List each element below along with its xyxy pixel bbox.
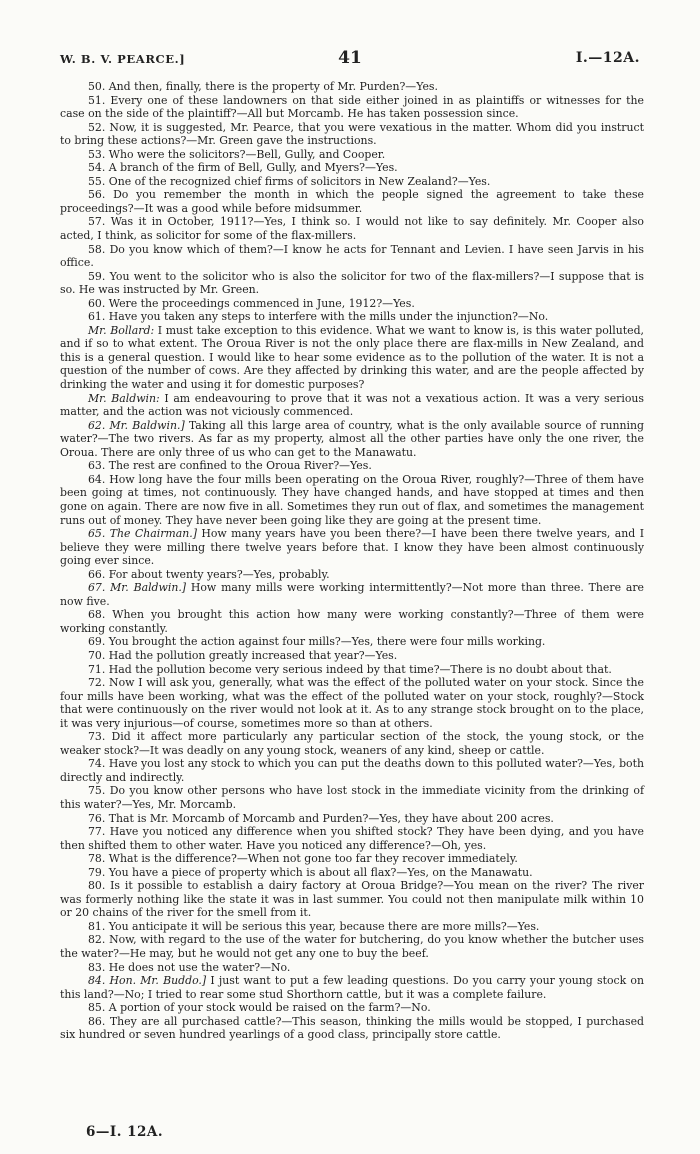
paragraph-text: I just want to put a few leading questions. Do you carry your young stock on this land?—No; I tried to rear some stud Shorthorn cattle, but it was a complete failure. bbox=[60, 974, 644, 1001]
paragraph-text: 74. Have you lost any stock to which you can put the deaths down to this polluted water?—Yes, both directly and indirectly. bbox=[60, 757, 644, 784]
paragraph-text: 78. What is the difference?—When not gone too far they recover immediately. bbox=[88, 852, 518, 866]
question-paragraph bbox=[60, 175, 644, 189]
question-paragraph bbox=[60, 1001, 644, 1015]
question-paragraph bbox=[60, 663, 644, 677]
question-paragraph bbox=[60, 635, 644, 649]
paragraph-text: 72. Now I will ask you, generally, what was the effect of the polluted water on your stock. Since the four mills have been working, what was the effect of the polluted water on your stock, roughly?—Stock that were continuously on the river would not look at it. As to any strange stock brought on to the place, it was very injurious—of course, sometimes more so than at others. bbox=[60, 676, 644, 730]
question-paragraph bbox=[60, 568, 644, 582]
question-paragraph bbox=[60, 866, 644, 880]
evidence-body bbox=[60, 80, 644, 1042]
question-paragraph bbox=[60, 852, 644, 866]
paragraph-text: 60. Were the proceedings commenced in June, 1912?—Yes. bbox=[88, 296, 415, 310]
question-paragraph bbox=[60, 121, 644, 148]
question-paragraph bbox=[60, 920, 644, 934]
question-paragraph bbox=[60, 297, 644, 311]
question-paragraph bbox=[60, 879, 644, 920]
paragraph-text: 57. Was it in October, 1911?—Yes, I think so. I would not like to say definitely. Mr. Cooper also acted, I think, as solicitor for some of the flax-millers. bbox=[60, 215, 644, 243]
paragraph-text: 63. The rest are confined to the Oroua River?—Yes. bbox=[88, 459, 372, 473]
printer-signature: 6—I. 12A. bbox=[86, 1124, 164, 1140]
speaker-lead: Mr. Bollard: bbox=[88, 323, 155, 337]
paragraph-text: 50. And then, finally, there is the property of Mr. Purden?—Yes. bbox=[88, 80, 438, 93]
question-paragraph bbox=[60, 730, 644, 757]
question-paragraph bbox=[60, 581, 644, 608]
speaker-lead: 65. The Chairman.] bbox=[88, 527, 197, 541]
paragraph-text: Taking all this large area of country, what is the only available source of running water?—The two rivers. As far as my property, almost all the other parties have only the one river, the Oroua. There are only three of us who can get to the Manawatu. bbox=[60, 418, 644, 459]
page-number: 41 bbox=[338, 48, 362, 68]
question-paragraph bbox=[60, 649, 644, 663]
paragraph-text: 76. That is Mr. Morcamb of Morcamb and Purden?—Yes, they have about 200 acres. bbox=[88, 811, 554, 825]
paragraph-text: I am endeavouring to prove that it was not a vexatious action. It was a very serious matter, and the action was not viciously commenced. bbox=[60, 391, 644, 419]
speaker-lead: 84. Hon. Mr. Buddo.] bbox=[88, 974, 207, 988]
question-paragraph bbox=[60, 419, 644, 460]
paragraph-text: 69. You brought the action against four mills?—Yes, there were four mills working. bbox=[88, 635, 546, 649]
question-paragraph bbox=[60, 608, 644, 635]
paragraph-text: 68. When you brought this action how many were working constantly?—Three of them were working constantly. bbox=[60, 608, 644, 635]
question-paragraph bbox=[60, 80, 644, 94]
question-paragraph bbox=[60, 784, 644, 811]
running-header bbox=[60, 48, 640, 72]
question-paragraph bbox=[60, 527, 644, 568]
question-paragraph bbox=[60, 270, 644, 297]
paragraph-text: 80. Is it possible to establish a dairy factory at Oroua Bridge?—You mean on the river? The river was formerly nothing like the state it was in last summer. You could not then manipulate milk within 10 or 20 chains of the river for the smell from it. bbox=[60, 879, 644, 920]
question-paragraph bbox=[60, 676, 644, 730]
paragraph-text: 82. Now, with regard to the use of the water for butchering, do you know whether the butcher uses the water?—He may, but he would not get any one to buy the beef. bbox=[60, 933, 644, 960]
paragraph-text: 52. Now, it is suggested, Mr. Pearce, that you were vexatious in the matter. Whom did you instruct to bring these actions?—Mr. Green gave the instructions. bbox=[60, 120, 644, 148]
question-paragraph bbox=[60, 392, 644, 419]
question-paragraph bbox=[60, 974, 644, 1001]
paragraph-text: How many years have you been there?—I have been there twelve years, and I believe they were milling there twelve years before that. I know they have been almost continuously going ever since. bbox=[60, 527, 644, 568]
question-paragraph bbox=[60, 94, 644, 121]
paragraph-text: 64. How long have the four mills been operating on the Oroua River, roughly?—Three of them have been going at times, not continuously. They have changed hands, and have stopped at times and then gone on again. There are now five in all. Sometimes they run out of flax, and sometimes the management runs out of money. They have never been going like they are going at the present time. bbox=[60, 472, 644, 527]
witness-header: W. B. V. PEARCE.] bbox=[60, 52, 186, 66]
question-paragraph bbox=[60, 757, 644, 784]
speaker-lead: 67. Mr. Baldwin.] bbox=[88, 581, 187, 595]
question-paragraph bbox=[60, 243, 644, 270]
question-paragraph bbox=[60, 459, 644, 473]
question-paragraph bbox=[60, 1015, 644, 1042]
speaker-lead: Mr. Baldwin: bbox=[88, 391, 160, 405]
paragraph-text: 70. Had the pollution greatly increased that year?—Yes. bbox=[88, 648, 398, 662]
paragraph-text: 86. They are all purchased cattle?—This season, thinking the mills would be stopped, I purchased six hundred or seven hundred yearlings of a good class, principally store cattle. bbox=[60, 1014, 644, 1042]
paragraph-text: How many mills were working intermittently?—Not more than three. There are now five. bbox=[60, 581, 644, 608]
question-paragraph bbox=[60, 161, 644, 175]
paragraph-text: I must take exception to this evidence. What we want to know is, is this water polluted, and if so to what extent. The Oroua River is not the only place there are flax-mills in New Zealand, and this is a general question. I would like to hear some evidence as to the pollution of the water. It is not a question of the number of cows. Are they affected by drinking this water, and are the people affected by drinking the water and using it for domestic purposes? bbox=[60, 323, 644, 392]
paragraph-text: 79. You have a piece of property which is about all flax?—Yes, on the Manawatu. bbox=[88, 865, 533, 879]
paragraph-text: 85. A portion of your stock would be raised on the farm?—No. bbox=[88, 1001, 431, 1015]
paragraph-text: 81. You anticipate it will be serious this year, because there are more mills?—Yes. bbox=[88, 919, 540, 933]
paragraph-text: 77. Have you noticed any difference when you shifted stock? They have been dying, and you have then shifted them to other water. Have you noticed any difference?—Oh, yes. bbox=[60, 825, 644, 852]
question-paragraph bbox=[60, 148, 644, 162]
speaker-lead: 62. Mr. Baldwin.] bbox=[88, 418, 185, 432]
paragraph-text: 61. Have you taken any steps to interfere with the mills under the injunction?—No. bbox=[88, 310, 549, 324]
paragraph-text: 66. For about twenty years?—Yes, probably. bbox=[88, 567, 330, 581]
paragraph-text: 75. Do you know other persons who have lost stock in the immediate vicinity from the drinking of this water?—Yes, Mr. Morcamb. bbox=[60, 784, 644, 811]
paragraph-text: 53. Who were the solicitors?—Bell, Gully, and Cooper. bbox=[88, 147, 386, 161]
question-paragraph bbox=[60, 961, 644, 975]
paragraph-text: 51. Every one of these landowners on that side either joined in as plaintiffs or witnesses for the case on the side of the plaintiff?—All but Morcamb. He has taken possession since. bbox=[60, 93, 644, 121]
paragraph-text: 71. Had the pollution become very serious indeed by that time?—There is no doubt about that. bbox=[88, 662, 612, 676]
paragraph-text: 59. You went to the solicitor who is also the solicitor for two of the flax-millers?—I suppose that is so. He was instructed by Mr. Green. bbox=[60, 269, 644, 297]
paragraph-text: 58. Do you know which of them?—I know he acts for Tennant and Levien. I have seen Jarvis in his office. bbox=[60, 242, 644, 270]
question-paragraph bbox=[60, 310, 644, 324]
question-paragraph bbox=[60, 812, 644, 826]
paragraph-text: 83. He does not use the water?—No. bbox=[88, 960, 291, 974]
question-paragraph bbox=[60, 324, 644, 392]
paragraph-text: 55. One of the recognized chief firms of solicitors in New Zealand?—Yes. bbox=[88, 174, 491, 188]
question-paragraph bbox=[60, 188, 644, 215]
question-paragraph bbox=[60, 473, 644, 527]
paper-reference: I.—12A. bbox=[575, 50, 640, 66]
paragraph-text: 56. Do you remember the month in which the people signed the agreement to take these proceedings?—It was a good while before midsummer. bbox=[60, 188, 644, 215]
paragraph-text: 73. Did it affect more particularly any particular section of the stock, the young stock, or the weaker stock?—It was deadly on any young stock, weaners of any kind, sheep or cattle. bbox=[60, 730, 644, 757]
question-paragraph bbox=[60, 825, 644, 852]
paragraph-text: 54. A branch of the firm of Bell, Gully, and Myers?—Yes. bbox=[88, 161, 398, 175]
question-paragraph bbox=[60, 933, 644, 960]
question-paragraph bbox=[60, 215, 644, 242]
